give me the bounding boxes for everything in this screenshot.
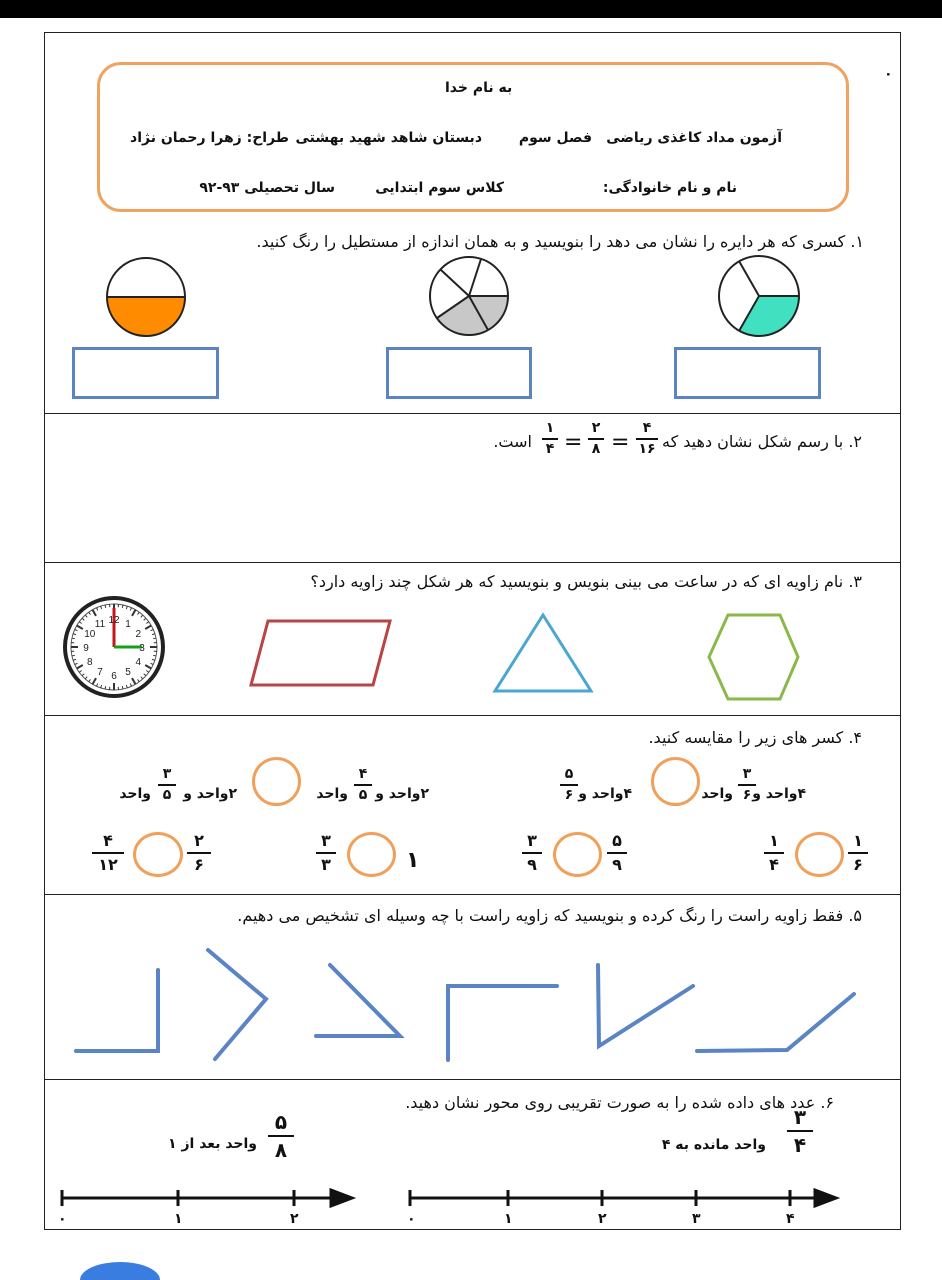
clock-numeral: 3 [139, 643, 145, 654]
tick-label: ۲ [290, 1211, 299, 1227]
exam-title: آزمون مداد کاغذی ریاضی [606, 130, 782, 146]
fraction-3-9: ۳ ۹ [522, 832, 542, 874]
mixed-whole-1: ۴واحد و [752, 786, 806, 802]
fraction-3-4: ۳ ۴ [787, 1106, 813, 1156]
mixed-whole-2: ۴واحد و [578, 786, 632, 802]
fraction-4-5: ۴ ۵ [354, 767, 372, 803]
question-2-text: ۲. با رسم شکل نشان دهید که [662, 432, 862, 451]
fraction-1-4: ۱ ۴ [764, 832, 784, 874]
question-5-text: ۵. فقط زاویه راست را رنگ کرده و بنویسید که زاویه راست با چه وسیله ای تشخیص می دهیم. [237, 906, 862, 925]
fraction-2-8: ۲ ۸ [588, 421, 604, 457]
equals-sign: = [611, 430, 630, 455]
question-3-text: ۳. نام زاویه ای که در ساعت می بینی بنویس و بنویسید که هر شکل چند زاویه دارد؟ [310, 572, 862, 591]
clock-numeral: 10 [84, 629, 96, 640]
clock-numeral: 9 [83, 643, 89, 654]
question-6-text: ۶. عدد های داده شده را به صورت تقریبی روی محور نشان دهید. [405, 1093, 834, 1112]
mixed-whole-3: ۲واحد و [375, 786, 429, 802]
fraction-5-6: ۵ ۶ [560, 767, 578, 803]
fraction-3-5: ۳ ۵ [158, 767, 176, 803]
fraction-3-3: ۳ ۳ [316, 832, 336, 874]
school-year: سال تحصیلی ۹۳-۹۲ [199, 180, 335, 196]
fraction-4-12: ۴ ۱۲ [92, 832, 124, 874]
tick-label: ۱ [504, 1211, 513, 1227]
clock-numeral: 1 [125, 618, 131, 630]
clock-numeral: 5 [125, 667, 131, 679]
clock-numeral: 4 [135, 657, 142, 668]
fraction-4-16: ۴ ۱۶ [636, 421, 658, 457]
tick-label: ۴ [786, 1211, 795, 1227]
unit-label: واحد [316, 786, 348, 802]
class-label: کلاس سوم ابتدایی [375, 180, 504, 196]
question-4-text: ۴. کسر های زیر را مقایسه کنید. [648, 728, 862, 747]
unit-label: واحد [701, 786, 733, 802]
mixed-whole-4: ۲واحد و [183, 786, 237, 802]
fraction-1-6: ۱ ۶ [848, 832, 868, 874]
equals-sign: = [564, 430, 583, 455]
page-marker: ٠ [884, 66, 893, 82]
tick-label: ۰ [407, 1211, 416, 1227]
clock-numeral: 11 [94, 618, 106, 630]
fraction-5-8: ۵ ۸ [268, 1111, 294, 1161]
chapter-label: فصل سوم [518, 130, 592, 146]
tick-label: ۰ [58, 1211, 67, 1227]
fraction-3-6: ۳ ۶ [738, 767, 756, 803]
whole-number-one: ۱ [406, 848, 420, 873]
header-bismillah: به نام خدا [445, 80, 513, 96]
clock-numeral: 2 [135, 629, 142, 640]
tick-label: ۳ [692, 1211, 701, 1227]
fraction-1-4: ۱ ۴ [542, 421, 558, 457]
clock-numeral: 12 [108, 615, 120, 626]
student-name-label: نام و نام خانوادگی: [602, 180, 737, 196]
number-line-label-left: واحد بعد از ۱ [168, 1136, 257, 1152]
tick-label: ۲ [598, 1211, 607, 1227]
question-2-suffix: است. [493, 432, 532, 451]
designer-name: طراح: زهرا رحمان نژاد [130, 130, 289, 146]
school-name: دبستان شاهد شهید بهشتی [295, 130, 482, 146]
clock-numeral: 7 [97, 667, 103, 679]
unit-label: واحد [119, 786, 151, 802]
number-line-label-right: واحد مانده به ۴ [661, 1137, 766, 1153]
fraction-5-9: ۵ ۹ [607, 832, 627, 874]
clock-numeral: 6 [111, 671, 117, 682]
clock-numeral: 8 [86, 657, 93, 668]
fraction-2-6: ۲ ۶ [187, 832, 211, 874]
question-1-text: ۱. کسری که هر دایره را نشان می دهد را بنویسید و به همان اندازه از مستطیل را رنگ کنید. [256, 232, 864, 251]
tick-label: ۱ [174, 1211, 183, 1227]
